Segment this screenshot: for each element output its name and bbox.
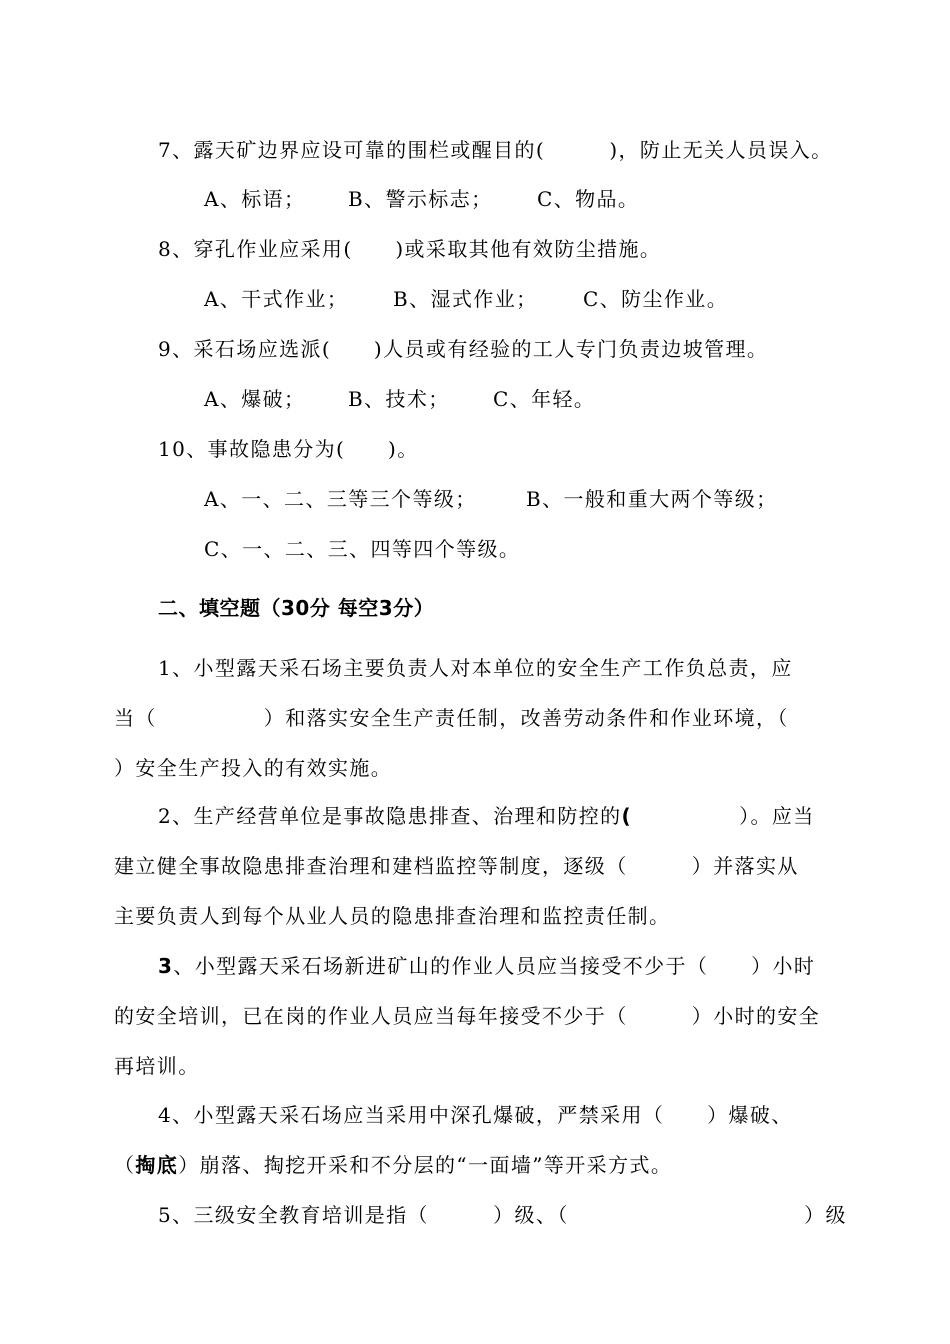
question-line: 当（ ）和落实安全生产责任制，改善劳动条件和作业环境，（ bbox=[114, 706, 789, 730]
option-b: B、湿式作业； bbox=[393, 287, 538, 311]
question-line: ）安全生产投入的有效实施。 bbox=[114, 756, 393, 780]
question-line: 1、小型露天采石场主要负责人对本单位的安全生产工作负总责，应 bbox=[158, 656, 793, 680]
question-line: 4、小型露天采石场应当采用中深孔爆破，严禁采用（ ）爆破、 bbox=[158, 1103, 793, 1127]
option-b: B、一般和重大两个等级； bbox=[526, 487, 778, 511]
question-text: （ bbox=[114, 1153, 136, 1177]
option-a: A、干式作业； bbox=[204, 287, 349, 311]
question-line: 的安全培训，已在岗的作业人员应当每年接受不少于（ ）小时的安全 bbox=[114, 1004, 821, 1028]
question-line bbox=[158, 952, 815, 980]
question-8-stem: 8、穿孔作业应采用( )或采取其他有效防尘措施。 bbox=[158, 237, 662, 261]
question-line: 5、三级安全教育培训是指（ ）级、（ ）级 bbox=[158, 1203, 847, 1227]
option-a: A、一、二、三等三个等级； bbox=[204, 487, 477, 511]
question-line bbox=[158, 802, 815, 830]
question-line bbox=[114, 1151, 672, 1179]
question-line: 主要负责人到每个从业人员的隐患排查治理和监控责任制。 bbox=[114, 904, 671, 928]
question-text: 2、生产经营单位是事故隐患排查、治理和防控的 bbox=[158, 804, 622, 828]
option-a: A、爆破； bbox=[204, 387, 306, 411]
option-c: C、年轻。 bbox=[493, 387, 596, 411]
option-c: C、物品。 bbox=[537, 187, 640, 211]
option-c: C、防尘作业。 bbox=[583, 287, 729, 311]
option-b: B、技术； bbox=[348, 387, 450, 411]
section-2-heading: 二、填空题（30分 每空3分） bbox=[158, 596, 435, 620]
bold-answer-text: 掏底 bbox=[135, 1153, 179, 1177]
question-text: ）崩落、掏挖开采和不分层的“一面墙”等开采方式。 bbox=[178, 1153, 673, 1177]
question-10-stem: 10、事故隐患分为( )。 bbox=[158, 437, 419, 461]
question-number: 3 bbox=[158, 954, 174, 978]
question-9-stem: 9、采石场应选派( )人员或有经验的工人专门负责边坡管理。 bbox=[158, 337, 769, 361]
question-text: 、小型露天采石场新进矿山的作业人员应当接受不少于（ ）小时 bbox=[173, 954, 816, 978]
bold-paren: ( bbox=[621, 804, 633, 828]
option-c: C、一、二、三、四等四个等级。 bbox=[204, 537, 521, 561]
question-line: 建立健全事故隐患排查治理和建档监控等制度，逐级（ ）并落实从 bbox=[114, 854, 799, 878]
question-7-stem: 7、露天矿边界应设可靠的围栏或醒目的( )，防止无关人员误入。 bbox=[158, 138, 833, 162]
question-text: ）。应当 bbox=[632, 804, 815, 828]
question-line: 再培训。 bbox=[114, 1054, 200, 1078]
option-a: A、标语； bbox=[204, 187, 306, 211]
option-b: B、警示标志； bbox=[348, 187, 493, 211]
